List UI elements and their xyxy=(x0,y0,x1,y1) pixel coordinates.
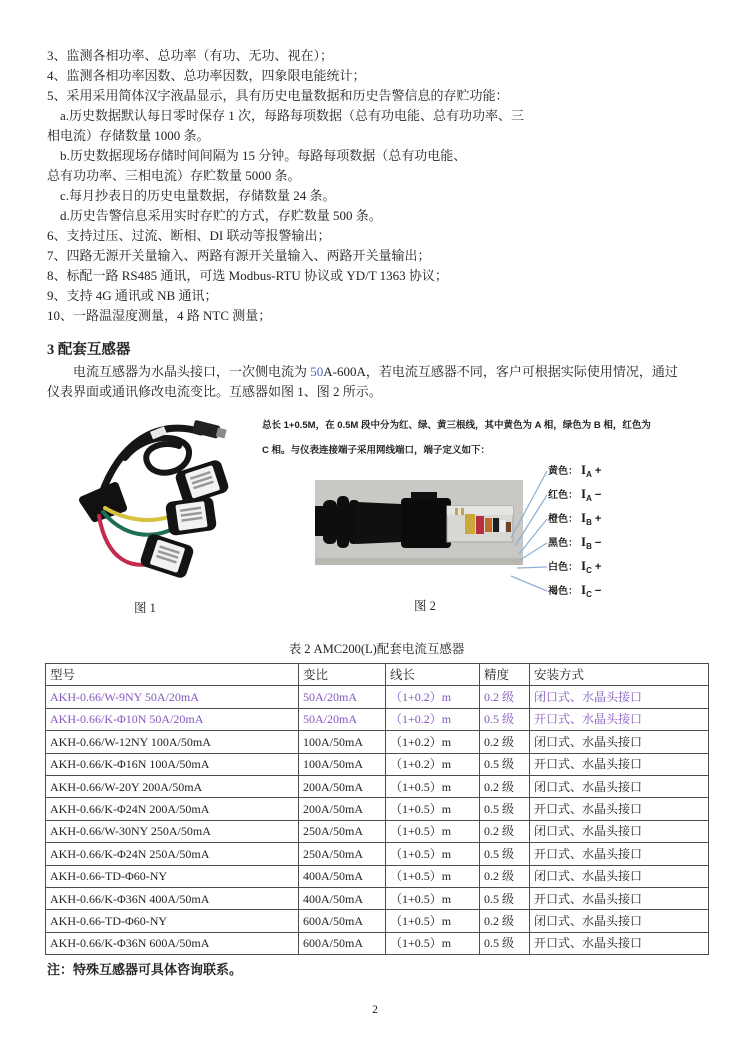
cell-length: （1+0.5）m xyxy=(386,865,480,887)
cell-accuracy: 0.5 级 xyxy=(480,932,530,954)
section-heading: 3 配套互感器 xyxy=(47,342,131,358)
cell-accuracy: 0.5 级 xyxy=(480,708,530,730)
cell-model: AKH-0.66/W-20Y 200A/50mA xyxy=(46,775,299,797)
cell-model: AKH-0.66/K-Φ24N 250A/50mA xyxy=(46,843,299,865)
table-row xyxy=(46,820,709,842)
table-row xyxy=(46,932,709,954)
wire-color: 红色： xyxy=(548,490,578,501)
cell-ratio: 400A/50mA xyxy=(299,865,386,887)
current-symbol: I xyxy=(581,558,587,573)
fig2-caption: 图 2 xyxy=(414,599,436,613)
cell-ratio: 250A/50mA xyxy=(299,820,386,842)
cell-ratio: 600A/50mA xyxy=(299,910,386,932)
cell-length: （1+0.5）m xyxy=(386,910,480,932)
col-header-accuracy: 精度 xyxy=(480,664,530,686)
cell-mount: 闭口式、水晶头接口 xyxy=(530,686,709,708)
fig1-transformer-photo xyxy=(55,416,245,594)
list-item: b.历史数据现场存储时间间隔为 15 分钟。每路每项数据（总有功电能、 xyxy=(60,148,467,163)
cell-length: （1+0.5）m xyxy=(386,843,480,865)
wire-color: 黑色： xyxy=(548,538,578,549)
cell-accuracy: 0.2 级 xyxy=(480,686,530,708)
cell-model: AKH-0.66/W-9NY 50A/20mA xyxy=(46,686,299,708)
cell-accuracy: 0.5 级 xyxy=(480,843,530,865)
polarity-sign: + xyxy=(594,513,602,525)
cell-length: （1+0.5）m xyxy=(386,932,480,954)
cell-model: AKH-0.66/K-Φ36N 600A/50mA xyxy=(46,932,299,954)
col-header-model: 型号 xyxy=(46,664,299,686)
cell-model: AKH-0.66/K-Φ24N 200A/50mA xyxy=(46,798,299,820)
section-paragraph-line2: 仪表界面或通讯修改电流变比。互感器如图 1、图 2 所示。 xyxy=(47,384,382,399)
cell-mount: 开口式、水晶头接口 xyxy=(530,753,709,775)
current-transformer xyxy=(139,532,195,579)
phase-subscript: B xyxy=(586,518,592,527)
table-row xyxy=(46,798,709,820)
col-header-ratio: 变比 xyxy=(299,664,386,686)
cell-mount: 开口式、水晶头接口 xyxy=(530,932,709,954)
cell-length: （1+0.2）m xyxy=(386,731,480,753)
wire-color: 褐色： xyxy=(548,586,578,597)
list-item: 相电流）存储数量 1000 条。 xyxy=(47,128,210,143)
wire-color: 黄色： xyxy=(548,466,578,477)
cell-ratio: 200A/50mA xyxy=(299,775,386,797)
footnote: 注：特殊互感器可具体咨询联系。 xyxy=(47,962,243,977)
feature-list xyxy=(47,46,719,326)
cell-mount: 开口式、水晶头接口 xyxy=(530,887,709,909)
paragraph-text: 电流互感器为水晶头接口，一次侧电流为 xyxy=(73,364,311,379)
cell-accuracy: 0.2 级 xyxy=(480,910,530,932)
section-paragraph-line1 xyxy=(47,362,745,382)
cell-ratio: 50A/20mA xyxy=(299,686,386,708)
cell-mount: 闭口式、水晶头接口 xyxy=(530,820,709,842)
wire-color: 白色： xyxy=(548,562,578,573)
cell-accuracy: 0.5 级 xyxy=(480,798,530,820)
page-number: 2 xyxy=(372,1004,378,1016)
table-row xyxy=(46,910,709,932)
cell-length: （1+0.5）m xyxy=(386,820,480,842)
cell-model: AKH-0.66/K-Φ16N 100A/50mA xyxy=(46,753,299,775)
cell-length: （1+0.2）m xyxy=(386,708,480,730)
cell-model: AKH-0.66/K-Φ36N 400A/50mA xyxy=(46,887,299,909)
col-header-length: 线长 xyxy=(386,664,480,686)
cell-mount: 闭口式、水晶头接口 xyxy=(530,910,709,932)
table-row xyxy=(46,686,709,708)
table-row xyxy=(46,731,709,753)
phase-subscript: A xyxy=(586,470,592,479)
cell-mount: 闭口式、水晶头接口 xyxy=(530,775,709,797)
cell-mount: 开口式、水晶头接口 xyxy=(530,798,709,820)
cell-length: （1+0.2）m xyxy=(386,686,480,708)
current-symbol: I xyxy=(581,462,587,477)
paragraph-text: A-600A，若电流互感器不同，客户可根据实际使用情况，通过 xyxy=(323,364,678,379)
list-item: 5、采用采用简体汉字液晶显示，具有历史电量数据和历史告警信息的存贮功能： xyxy=(47,88,509,103)
current-symbol: I xyxy=(581,486,587,501)
table-row xyxy=(46,708,709,730)
list-item: 7、四路无源开关量输入、两路有源开关量输入、两路开关量输出； xyxy=(47,248,431,263)
cell-ratio: 200A/50mA xyxy=(299,798,386,820)
phase-subscript: C xyxy=(586,566,592,575)
list-item: 6、支持过压、过流、断相、DI 联动等报警输出； xyxy=(47,228,331,243)
polarity-sign: + xyxy=(594,561,602,573)
cell-accuracy: 0.2 级 xyxy=(480,775,530,797)
cell-accuracy: 0.5 级 xyxy=(480,887,530,909)
list-item: 9、支持 4G 通讯或 NB 通讯； xyxy=(47,288,218,303)
list-item: c.每月抄表日的历史电量数据，存储数量 24 条。 xyxy=(60,188,336,203)
table-row xyxy=(46,865,709,887)
wire-color: 橙色： xyxy=(548,514,578,525)
list-item: 10、一路温湿度测量，4 路 NTC 测量； xyxy=(47,308,272,323)
cell-ratio: 600A/50mA xyxy=(299,932,386,954)
cell-ratio: 100A/50mA xyxy=(299,731,386,753)
table-title: 表 2 AMC200(L)配套电流互感器 xyxy=(288,642,465,656)
current-symbol: I xyxy=(581,582,587,597)
pin-label xyxy=(548,509,601,527)
fig2-note-line1: 总长 1+0.5M，在 0.5M 段中分为红、绿、黄三根线，其中黄色为 A 相，绿色为 B 相，红色为 xyxy=(262,420,651,431)
cell-length: （1+0.5）m xyxy=(386,887,480,909)
cell-model: AKH-0.66/K-Φ10N 50A/20mA xyxy=(46,708,299,730)
table-row xyxy=(46,753,709,775)
cell-ratio: 250A/50mA xyxy=(299,843,386,865)
cell-model: AKH-0.66/W-30NY 250A/50mA xyxy=(46,820,299,842)
cell-length: （1+0.5）m xyxy=(386,798,480,820)
current-symbol: I xyxy=(581,534,587,549)
pin-label xyxy=(548,485,601,503)
polarity-sign: − xyxy=(594,537,602,549)
table-row xyxy=(46,775,709,797)
col-header-mount: 安装方式 xyxy=(530,664,709,686)
cell-length: （1+0.2）m xyxy=(386,753,480,775)
pin-label xyxy=(548,461,601,479)
table-row xyxy=(46,887,709,909)
cell-model: AKH-0.66/W-12NY 100A/50mA xyxy=(46,731,299,753)
cell-accuracy: 0.5 级 xyxy=(480,753,530,775)
list-item: a.历史数据默认每日零时保存 1 次，每路每项数据（总有功电能、总有功功率、三 xyxy=(60,108,525,123)
fig2-note-line2: C 相。与仪表连接端子采用网线端口，端子定义如下： xyxy=(262,445,491,456)
current-transformer xyxy=(165,496,217,536)
phase-subscript: A xyxy=(586,494,592,503)
current-symbol: I xyxy=(581,510,587,525)
cell-length: （1+0.5）m xyxy=(386,775,480,797)
pin-label xyxy=(548,581,601,599)
polarity-sign: − xyxy=(594,489,602,501)
transformer-table xyxy=(45,663,709,955)
cell-ratio: 400A/50mA xyxy=(299,887,386,909)
table-header-row xyxy=(46,664,709,686)
list-item: 8、标配一路 RS485 通讯，可选 Modbus-RTU 协议或 YD/T 1363 协议； xyxy=(47,268,448,283)
list-item: 4、监测各相功率因数、总功率因数，四象限电能统计； xyxy=(47,68,366,83)
pin-label xyxy=(548,557,601,575)
cell-model: AKH-0.66-TD-Φ60-NY xyxy=(46,865,299,887)
fig1-caption: 图 1 xyxy=(134,601,156,615)
highlighted-value: 50 xyxy=(310,364,324,379)
cell-accuracy: 0.2 级 xyxy=(480,820,530,842)
cell-mount: 闭口式、水晶头接口 xyxy=(530,731,709,753)
polarity-sign: + xyxy=(594,465,602,477)
polarity-sign: − xyxy=(594,585,602,597)
cell-ratio: 50A/20mA xyxy=(299,708,386,730)
cell-model: AKH-0.66-TD-Φ60-NY xyxy=(46,910,299,932)
table-row xyxy=(46,843,709,865)
phase-subscript: C xyxy=(586,590,592,599)
cell-accuracy: 0.2 级 xyxy=(480,731,530,753)
cell-ratio: 100A/50mA xyxy=(299,753,386,775)
cell-mount: 开口式、水晶头接口 xyxy=(530,843,709,865)
cell-mount: 开口式、水晶头接口 xyxy=(530,708,709,730)
list-item: d.历史告警信息采用实时存贮的方式，存贮数量 500 条。 xyxy=(60,208,382,223)
list-item: 总有功功率、三相电流）存贮数量 5000 条。 xyxy=(47,168,301,183)
list-item: 3、监测各相功率、总功率（有功、无功、视在）； xyxy=(47,48,334,63)
phase-subscript: B xyxy=(586,542,592,551)
cell-accuracy: 0.2 级 xyxy=(480,865,530,887)
rj45-plug xyxy=(192,420,227,441)
pin-label xyxy=(548,533,601,551)
cell-mount: 闭口式、水晶头接口 xyxy=(530,865,709,887)
fig2-connector-photo xyxy=(315,455,730,610)
